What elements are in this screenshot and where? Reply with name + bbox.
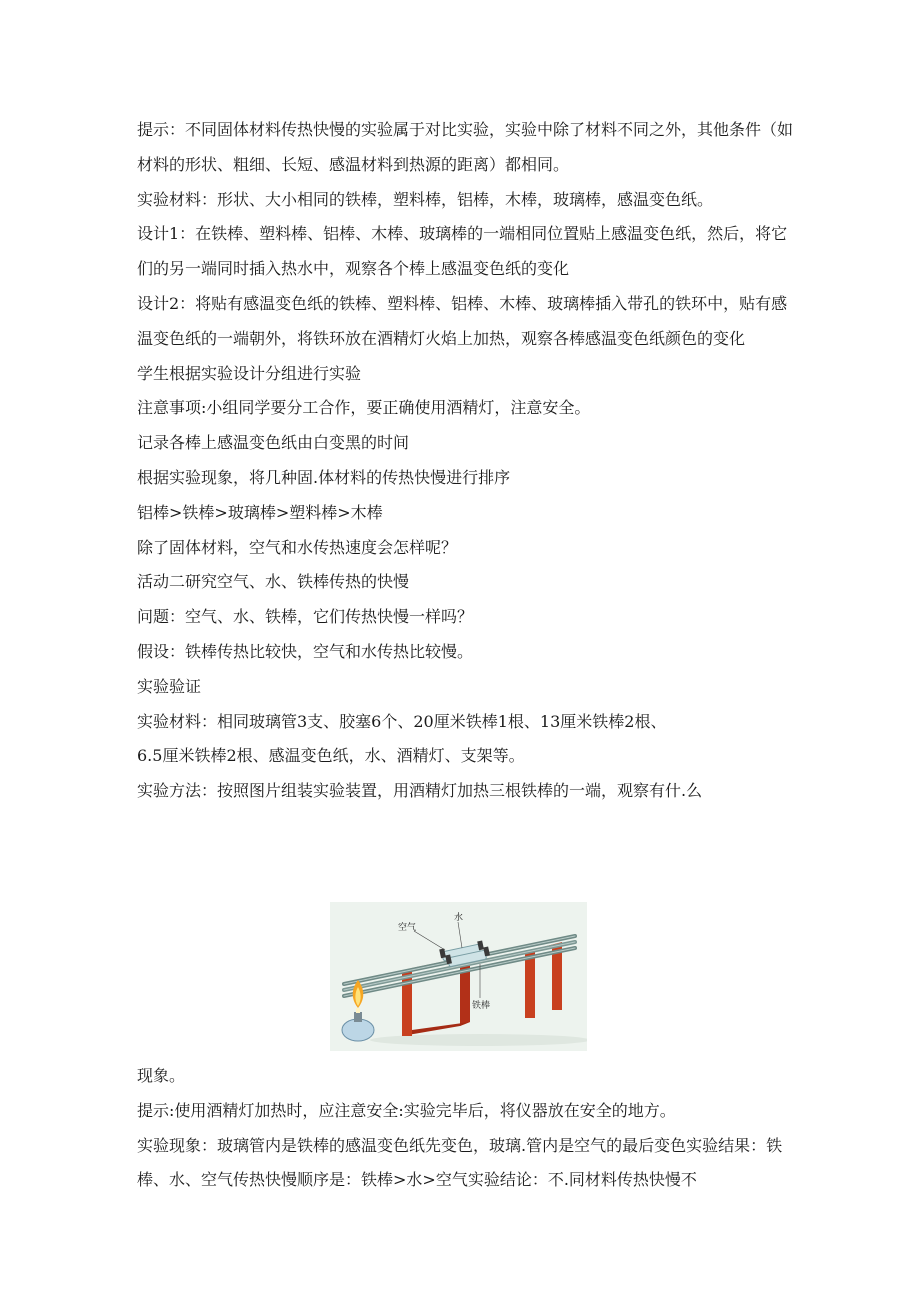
paragraph-group-experiment: 学生根据实验设计分组进行实验 <box>137 363 362 383</box>
paragraph-materials-2b: 6.5厘米铁棒2根、感温变色纸，水、酒精灯、支架等。 <box>137 746 525 766</box>
paragraph-activity-2: 活动二研究空气、水、铁棒传热的快慢 <box>137 572 410 592</box>
paragraph-results: 实验现象：玻璃管内是铁棒的感温变色纸先变色，玻璃.管内是空气的最后变色实验结果：铁棒、水、空气传热快慢顺序是：铁棒>水>空气实验结论：不.同材料传热快慢不 <box>137 1135 783 1190</box>
paragraph-problem: 问题：空气、水、铁棒，它们传热快慢一样吗？ <box>137 607 474 627</box>
paragraph-design-1: 设计1：在铁棒、塑料棒、铝棒、木棒、玻璃棒的一端相同位置贴上感温变色纸，然后，将它们的另一端同时插入热水中，观察各个棒上感温变色纸的变化 <box>137 224 788 279</box>
paragraph-materials-2a: 实验材料：相同玻璃管3支、胶塞6个、20厘米铁棒1根、13厘米铁棒2根、 <box>137 711 667 731</box>
paragraph-design-2: 设计2：将贴有感温变色纸的铁棒、塑料棒、铝棒、木棒、玻璃棒插入带孔的铁环中，贴有感温变色纸的一端朝外，将铁环放在酒精灯火焰上加热，观察各棒感温变色纸颜色的变化 <box>137 293 788 348</box>
label-water: 水 <box>454 913 464 923</box>
paragraph-ranking: 铝棒>铁棒>玻璃棒>塑料棒>木棒 <box>137 502 383 522</box>
paragraph-phenomenon-cont: 现象。 <box>137 1066 186 1085</box>
body-text-bottom <box>137 1059 797 1198</box>
paragraph-ordering: 根据实验现象，将几种固.体材料的传热快慢进行排序 <box>137 467 511 487</box>
paragraph-materials: 实验材料：形状、大小相同的铁棒，塑料棒，铝棒，木棒，玻璃棒，感温变色纸。 <box>137 189 714 209</box>
paragraph-verification: 实验验证 <box>137 676 202 696</box>
paragraph-hint-comparison: 提示：不同固体材料传热快慢的实验属于对比实验，实验中除了材料不同之外，其他条件（如材料的形状、粗细、长短、感温材料到热源的距离）都相同。 <box>137 120 794 174</box>
apparatus-illustration <box>330 902 587 1051</box>
paragraph-method: 实验方法：按照图片组装实验装置，用酒精灯加热三根铁棒的一端，观察有什.么 <box>137 781 703 801</box>
paragraph-precautions: 注意事项:小组同学要分工合作，要正确使用酒精灯，注意安全。 <box>137 398 591 418</box>
experiment-apparatus-figure <box>330 902 587 1051</box>
paragraph-safety-hint: 提示:使用酒精灯加热时，应注意安全:实验完毕后，将仪器放在安全的地方。 <box>137 1100 676 1120</box>
body-text-top <box>137 113 797 809</box>
label-air: 空气 <box>398 923 417 933</box>
paragraph-air-water-question: 除了固体材料，空气和水传热速度会怎样呢？ <box>137 537 458 557</box>
label-iron: 铁棒 <box>472 1001 491 1011</box>
paragraph-hypothesis: 假设：铁棒传热比较快，空气和水传热比较慢。 <box>137 641 474 661</box>
paragraph-record-time: 记录各棒上感温变色纸由白变黑的时间 <box>137 433 410 453</box>
